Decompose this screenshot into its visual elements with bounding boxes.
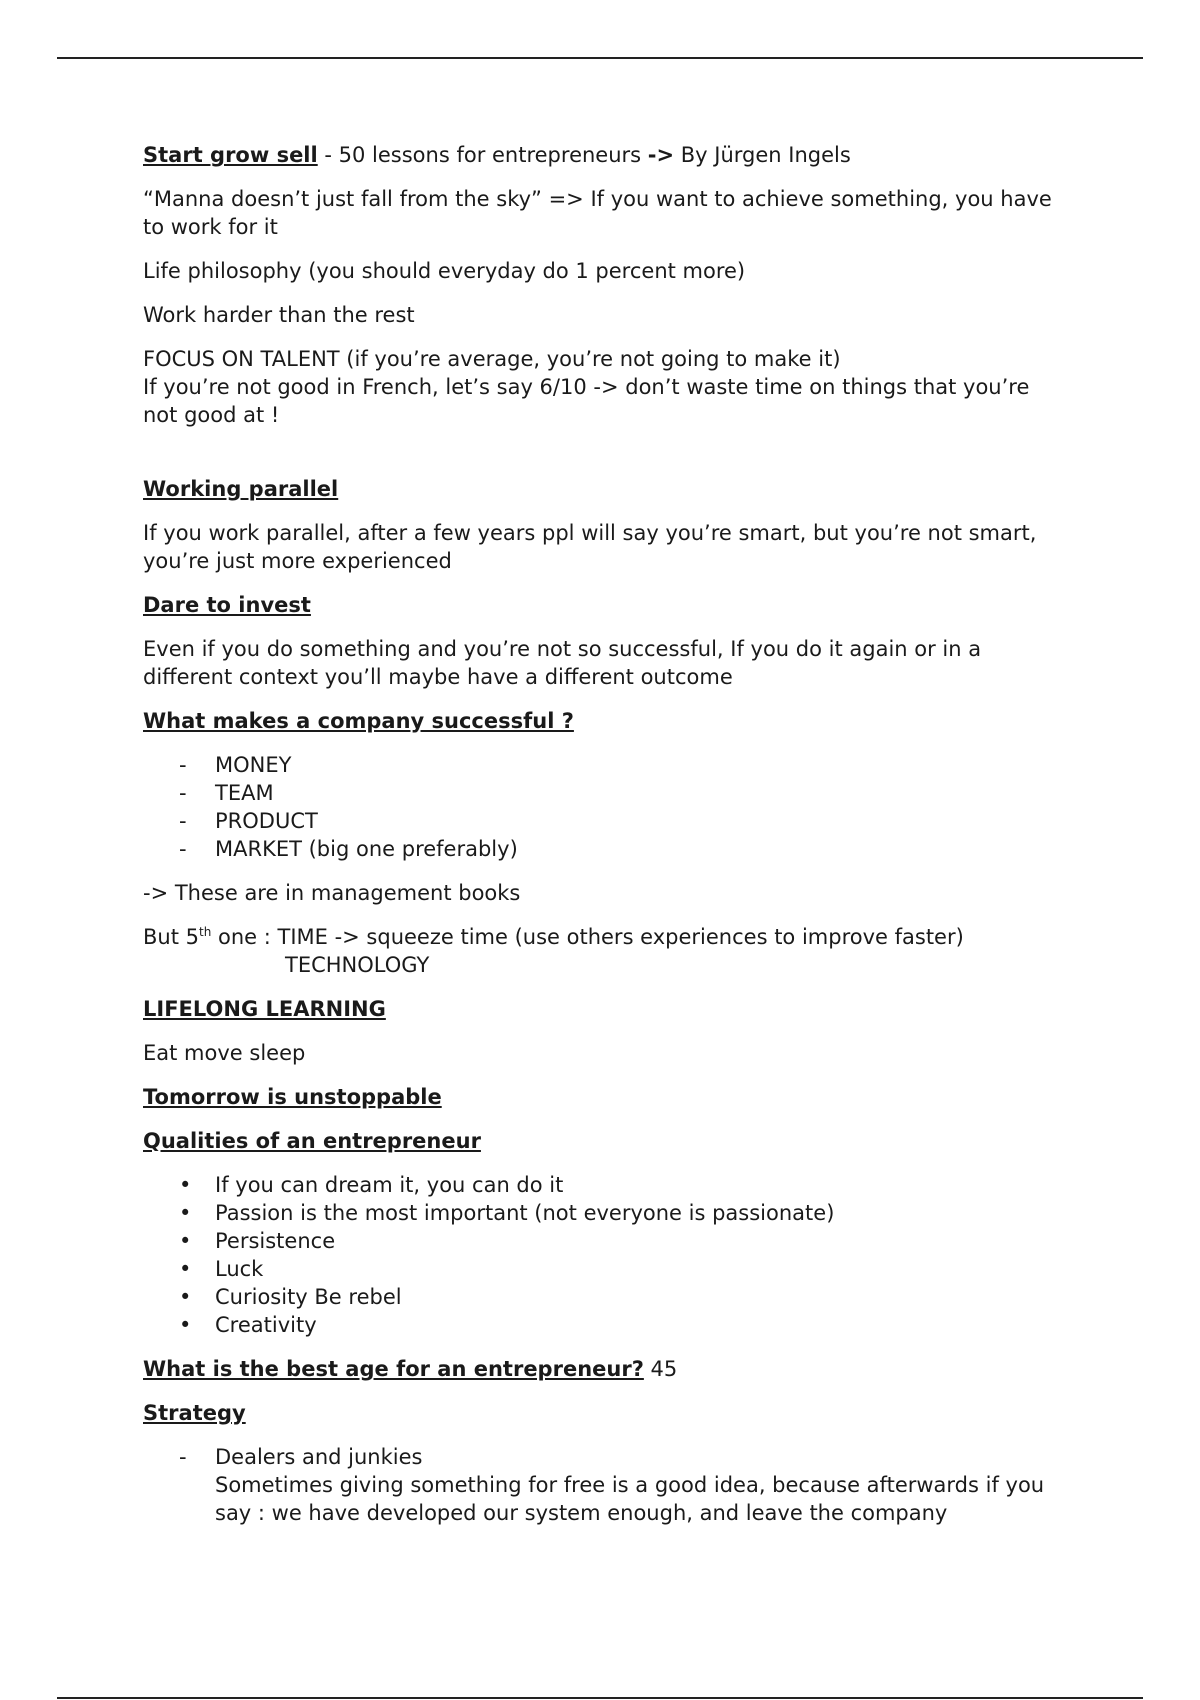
- focus-line-1: FOCUS ON TALENT (if you’re average, you’re not going to make it): [143, 347, 841, 371]
- working-parallel-text: If you work parallel, after a few years ppl will say you’re smart, but you’re not smart, you’re just more experienced: [143, 521, 1037, 573]
- document-title: Start grow sell: [143, 143, 318, 167]
- heading-best-age: What is the best age for an entrepreneur?: [143, 1357, 644, 1381]
- intro-work-harder: Work harder than the rest: [143, 303, 415, 327]
- list-item: • If you can dream it, you can do it: [143, 1171, 1063, 1199]
- footer-rule: [57, 1697, 1143, 1699]
- intro-philosophy: Life philosophy (you should everyday do 1 percent more): [143, 259, 746, 283]
- document-subtitle: - 50 lessons for entrepreneurs: [317, 143, 648, 167]
- intro-quote: “Manna doesn’t just fall from the sky” => If you want to achieve something, you have to work for it: [143, 187, 1052, 239]
- section-spacer: [143, 445, 1063, 475]
- best-age-line: [143, 1355, 1063, 1383]
- management-books-note: -> These are in management books: [143, 881, 521, 905]
- heading-working-parallel: Working parallel: [143, 477, 339, 501]
- list-item: - MARKET (big one preferably): [143, 835, 1063, 863]
- fifth-prefix: But 5: [143, 925, 199, 949]
- heading-lifelong-learning: LIFELONG LEARNING: [143, 997, 386, 1021]
- strategy-item-text: Sometimes giving something for free is a good idea, because afterwards if you say : we have developed our system enough, and leave the company: [215, 1473, 1045, 1525]
- list-item: - TEAM: [143, 779, 1063, 807]
- technology-line: TECHNOLOGY: [285, 953, 430, 977]
- fifth-ordinal-suffix: th: [199, 925, 212, 939]
- list-item: • Passion is the most important (not everyone is passionate): [143, 1199, 1063, 1227]
- strategy-item-title: - Dealers and junkies: [215, 1445, 423, 1469]
- title-line: [143, 141, 1063, 169]
- document-body: [143, 141, 1063, 1543]
- heading-company-success: What makes a company successful ?: [143, 709, 574, 733]
- dare-to-invest-text: Even if you do something and you’re not so successful, If you do it again or in a different context you’ll maybe have a different outcome: [143, 637, 982, 689]
- list-item: • Luck: [143, 1255, 1063, 1283]
- lifelong-learning-text: Eat move sleep: [143, 1041, 306, 1065]
- strategy-list: [143, 1443, 1063, 1527]
- list-item: • Creativity: [143, 1311, 1063, 1339]
- heading-strategy: Strategy: [143, 1401, 246, 1425]
- heading-tomorrow: Tomorrow is unstoppable: [143, 1085, 442, 1109]
- list-item: - PRODUCT: [143, 807, 1063, 835]
- document-author: By Jürgen Ingels: [674, 143, 851, 167]
- company-success-list: [143, 751, 1063, 863]
- header-rule: [57, 57, 1143, 59]
- focus-line-2: If you’re not good in French, let’s say 6/10 -> don’t waste time on things that you’re not good at !: [143, 375, 1030, 427]
- title-arrow: ->: [647, 143, 675, 167]
- qualities-list: [143, 1171, 1063, 1339]
- fifth-factor-line: [143, 923, 1063, 951]
- list-item: - MONEY: [143, 751, 1063, 779]
- best-age-answer: 45: [643, 1357, 678, 1381]
- list-item: • Curiosity Be rebel: [143, 1283, 1063, 1311]
- list-item: • Persistence: [143, 1227, 1063, 1255]
- list-item: [143, 1443, 1063, 1527]
- fifth-rest: one : TIME -> squeeze time (use others experiences to improve faster): [211, 925, 964, 949]
- heading-qualities: Qualities of an entrepreneur: [143, 1129, 481, 1153]
- heading-dare-to-invest: Dare to invest: [143, 593, 311, 617]
